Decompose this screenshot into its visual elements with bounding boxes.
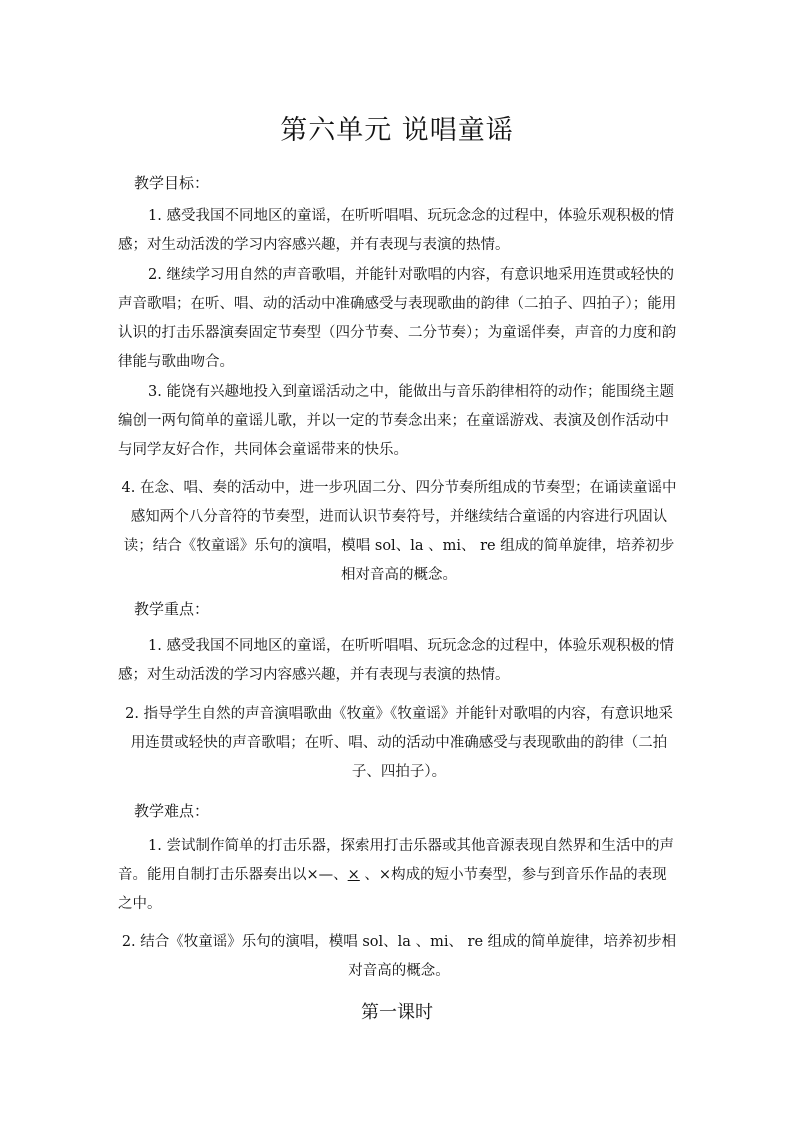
goal-item-1: 1. 感受我国不同地区的童谣，在听听唱唱、玩玩念念的过程中，体验乐观积极的情感；对生动活泼的学习内容感兴趣，并有表现与表演的热情。	[118, 208, 674, 253]
lesson-heading: 第一课时	[361, 1002, 433, 1023]
difficulty-item-1-text-b: 、×构成的短小节奏型，参与到音乐作品的表现之中。	[118, 867, 667, 912]
key-point-item-2: 2. 指导学生自然的声音演唱歌曲《牧童》《牧童谣》并能针对歌唱的内容，有意识地采用连贯或轻快的声音歌唱；在听、唱、动的活动中准确感受与表现歌曲的韵律（二拍子、四拍子）。	[125, 706, 673, 780]
difficulties-heading: 教学难点：	[134, 802, 210, 820]
difficulty-item-2: 2. 结合《牧童谣》乐句的演唱，模唱 sol、la 、mi、 re 组成的简单旋律，培养初步相对音高的概念。	[121, 934, 677, 979]
goals-heading: 教学目标：	[134, 174, 210, 192]
difficulty-item-1-text-a: 1. 尝试制作简单的打击乐器，探索用打击乐器或其他音源表现自然界和生活中的声音。能用自制打击乐器奏出以×—、	[118, 838, 674, 883]
goal-item-3: 3. 能饶有兴趣地投入到童谣活动之中，能做出与音乐韵律相符的动作；能围绕主题编创一两句简单的童谣儿歌，并以一定的节奏念出来；在童谣游戏、表演及创作活动中与同学友好合作，共同体会童谣带来的快乐。	[118, 384, 674, 458]
key-points-heading: 教学重点：	[134, 600, 210, 618]
key-point-item-1: 1. 感受我国不同地区的童谣，在听听唱唱、玩玩念念的过程中，体验乐观积极的情感；对生动活泼的学习内容感兴趣，并有表现与表演的热情。	[118, 638, 674, 683]
goal-item-2: 2. 继续学习用自然的声音歌唱，并能针对歌唱的内容，有意识地采用连贯或轻快的声音歌唱；在听、唱、动的活动中准确感受与表现歌曲的韵律（二拍子、四拍子）；能用认识的打击乐器演奏固定节奏型（四分节奏、二分节奏）；为童谣伴奏，声音的力度和韵律能与歌曲吻合。	[118, 267, 677, 370]
difficulty-item-1	[118, 832, 680, 919]
underlined-rhythm-mark: ×	[347, 867, 360, 883]
goal-item-4: 4. 在念、唱、奏的活动中，进一步巩固二分、四分节奏所组成的节奏型；在诵读童谣中感知两个八分音符的节奏型，进而认识节奏符号，并继续结合童谣的内容进行巩固认读；结合《牧童谣》乐句的演唱，模唱 sol、la 、mi、 re 组成的简单旋律，培养初步相对音高的概念。	[121, 480, 677, 583]
page-title: 第六单元 说唱童谣	[280, 115, 514, 146]
